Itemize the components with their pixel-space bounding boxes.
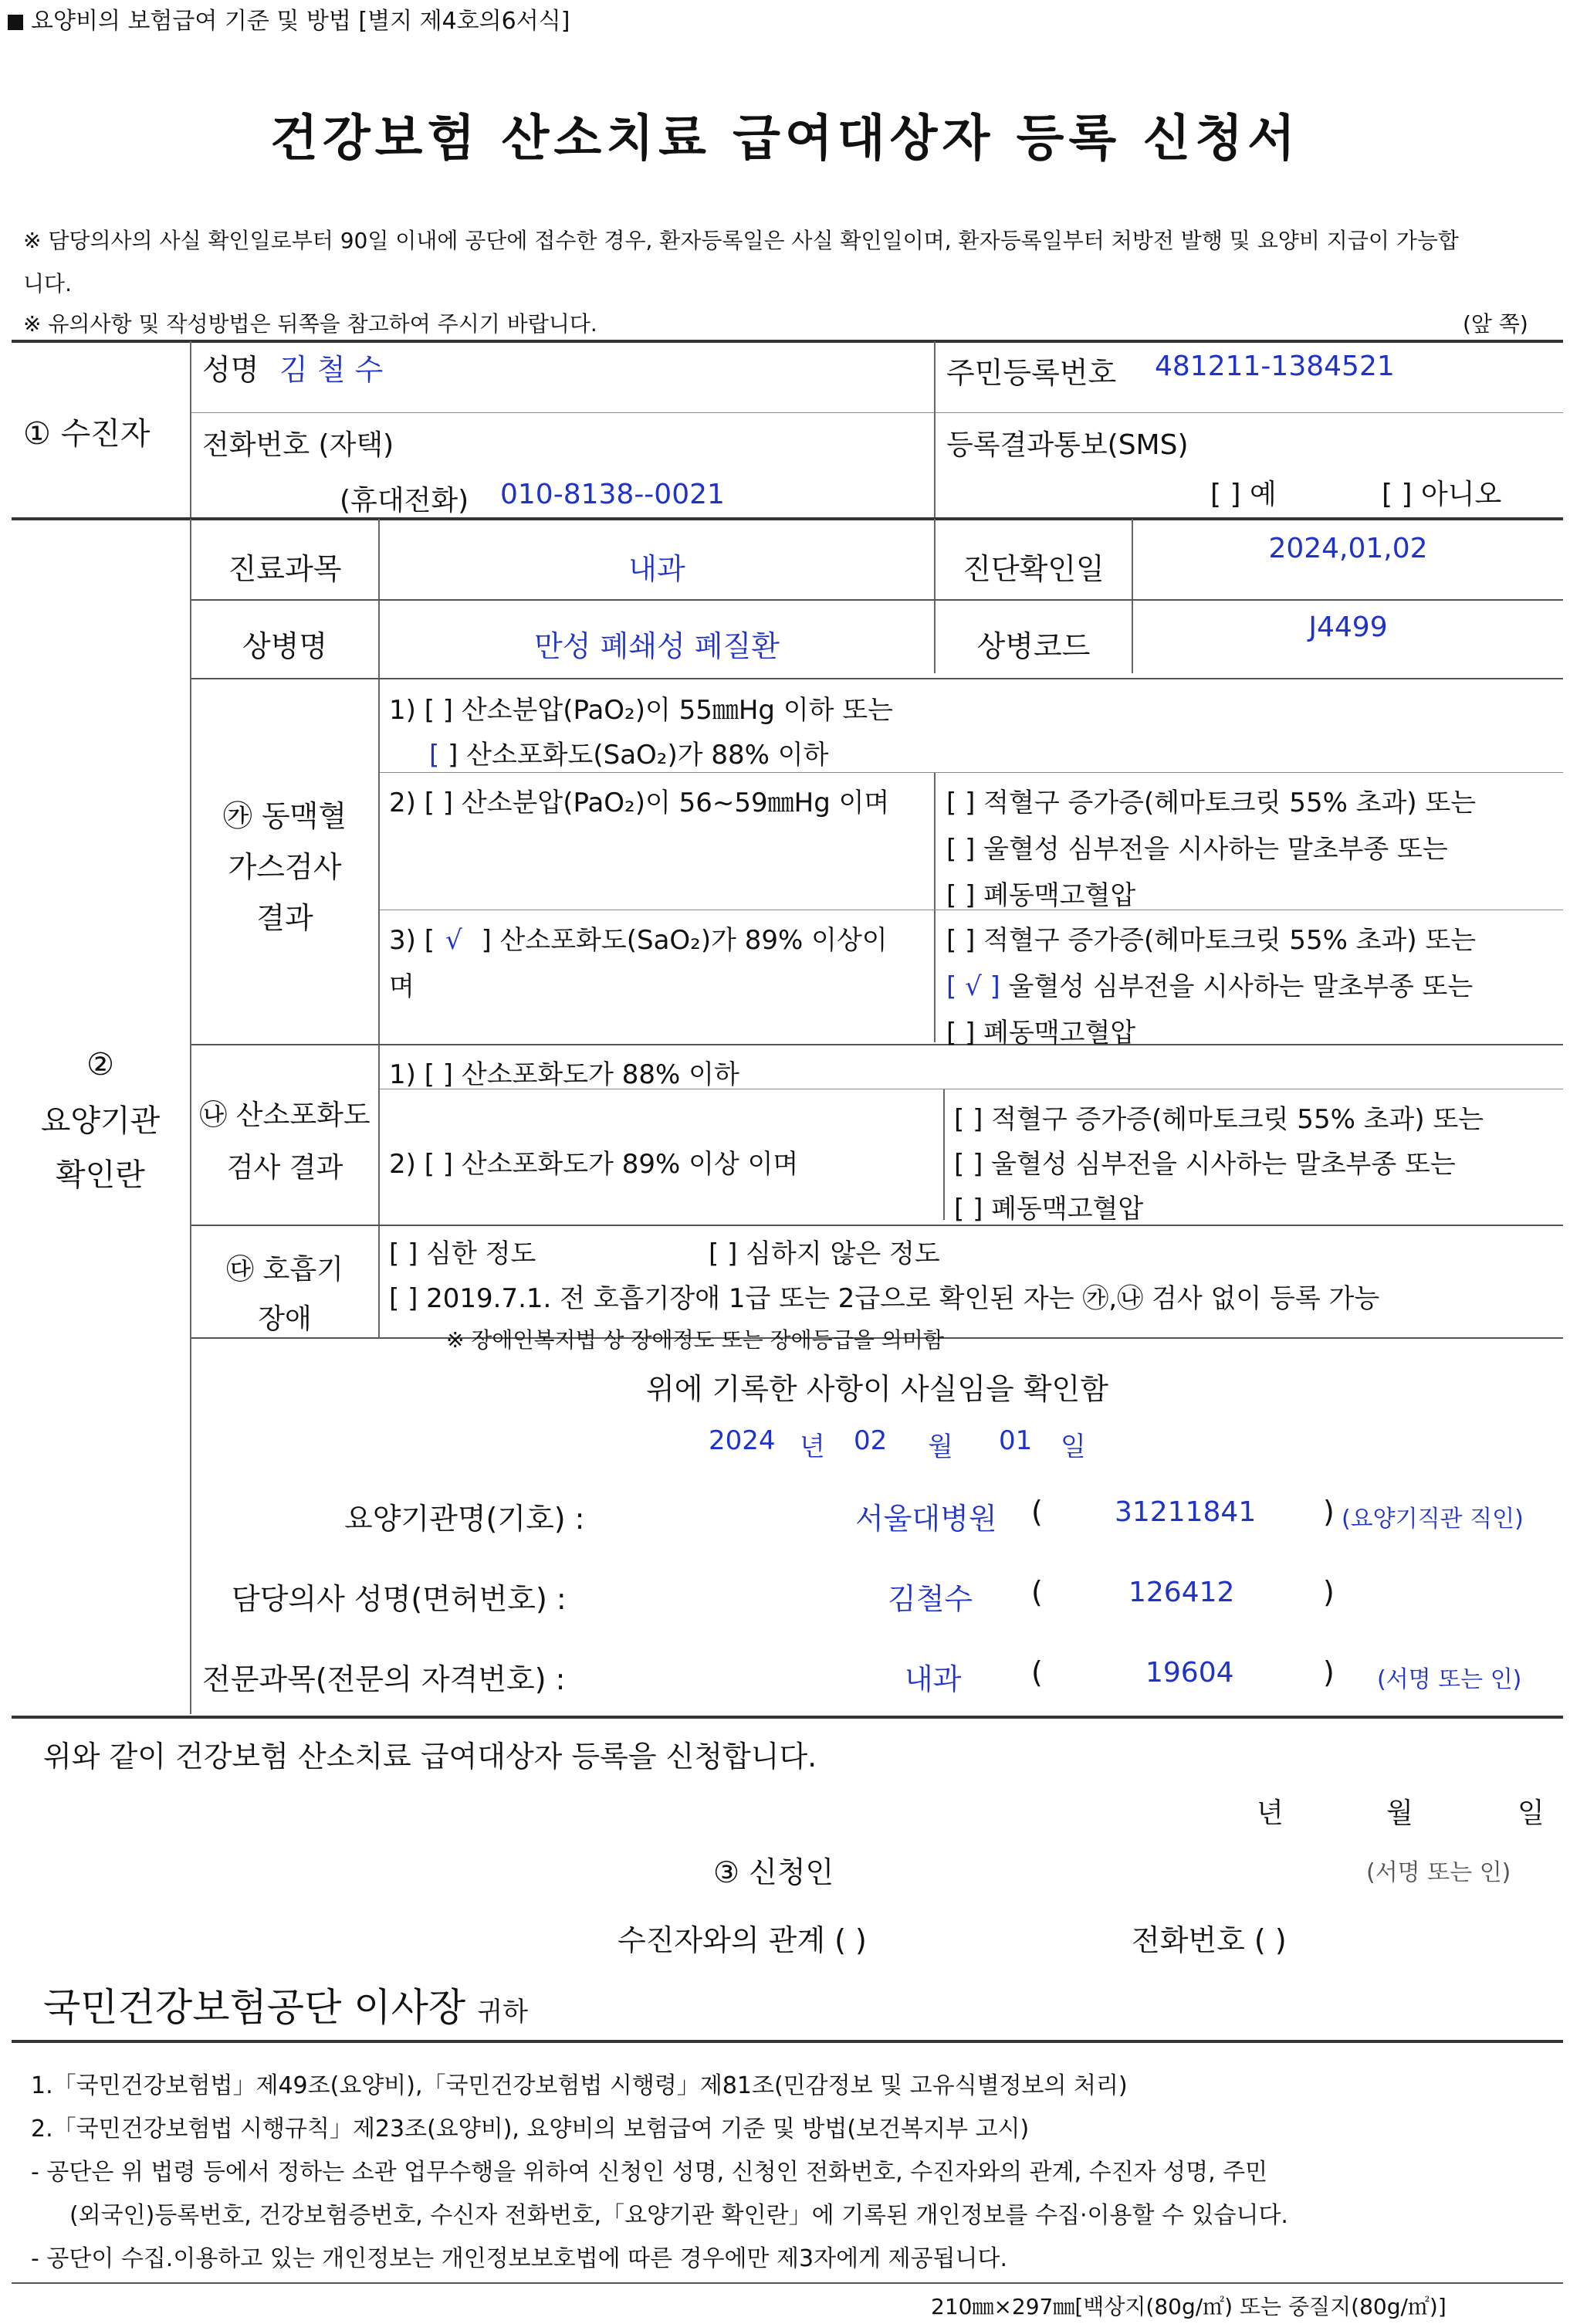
- specialty-value[interactable]: 내과: [905, 1662, 962, 1696]
- dept-value[interactable]: 내과: [628, 552, 685, 586]
- abg-option-2[interactable]: 2) [ ] 산소분압(PaO₂)이 56~59㎜Hg 이며: [389, 788, 890, 818]
- sat-label-l1: ㉯ 산소포화도: [199, 1099, 371, 1131]
- paper-spec: 210㎜×297㎜[백상지(80g/㎡) 또는 중질지(80g/㎡)]: [931, 2294, 1446, 2319]
- section-inst-l2: 확인란: [56, 1157, 145, 1193]
- inst-seal-note: (요양기직관 직인): [1342, 1506, 1524, 1533]
- doctor-name-value[interactable]: 김철수: [888, 1582, 973, 1616]
- abg-option-1b-text: ] 산소포화도(SaO₂)가 88% 이하: [439, 740, 829, 771]
- name-label: 성명: [202, 353, 259, 387]
- abg-3-sub-2[interactable]: [946, 965, 1473, 1003]
- recipient: [43, 1977, 528, 2032]
- recipient-name: 국민건강보험공단 이사장: [43, 1985, 466, 2030]
- section-inst-num: ②: [86, 1047, 114, 1082]
- abg-2-sub-1[interactable]: [ ] 적혈구 증가증(헤마토크릿 55% 초과) 또는: [946, 788, 1477, 818]
- rule-sat-v: [943, 1089, 945, 1220]
- abg-2-sub-2[interactable]: [ ] 울혈성 심부전을 시사하는 말초부종 또는: [946, 834, 1448, 865]
- apply-day-label[interactable]: 일: [1518, 1797, 1545, 1829]
- rrn-label: 주민등록번호: [946, 356, 1117, 390]
- mobile-label: (휴대전화): [340, 485, 469, 517]
- confirm-statement: 위에 기록한 사항이 사실임을 확인함: [646, 1372, 1108, 1406]
- code-value[interactable]: J4499: [1308, 611, 1388, 643]
- resp-note: ※ 장애인복지법 상 장애정도 또는 장애등급을 의미함: [446, 1327, 944, 1353]
- form-reference: [8, 2, 570, 36]
- rule-inst-bottom: [12, 1716, 1563, 1719]
- diag-date-label: 진단확인일: [963, 552, 1105, 586]
- form-reference-text: 요양비의 보험급여 기준 및 방법 [별지 제4호의6서식]: [31, 8, 570, 35]
- sms-no-checkbox[interactable]: [ ] 아니오: [1382, 479, 1502, 510]
- check-mark-icon: [ √ ]: [946, 971, 1000, 1002]
- rule-patient-v2: [934, 341, 936, 517]
- resp-option-severe[interactable]: [ ] 심한 정도: [389, 1238, 536, 1269]
- inst-close-paren: ): [1323, 1495, 1335, 1529]
- note-line-1: ※ 담당의사의 사실 확인일로부터 90일 이내에 공단에 접수한 경우, 환자등록일은 사실 확인일이며, 환자등록일부터 처방전 발행 및 요양비 지급이 가능합: [23, 228, 1459, 253]
- inst-open-paren: (: [1031, 1495, 1043, 1529]
- specialty-close-paren: ): [1323, 1655, 1335, 1689]
- abg-2-sub-3[interactable]: [ ] 폐동맥고혈압: [946, 880, 1136, 911]
- abg-label-l3: 결과: [256, 901, 313, 935]
- applicant-sign-field[interactable]: (서명 또는 인): [1366, 1859, 1511, 1886]
- section-patient: ① 수진자: [23, 416, 151, 452]
- recipient-suffix: 귀하: [477, 1997, 528, 2028]
- note-line-2: ※ 유의사항 및 작성방법은 뒤쪽을 참고하여 주시기 바랍니다.: [23, 311, 597, 337]
- rrn-value[interactable]: 481211-1384521: [1155, 351, 1395, 382]
- disease-label: 상병명: [242, 629, 328, 663]
- confirm-month[interactable]: 02: [854, 1425, 888, 1456]
- rule-patient-bottom: [12, 517, 1563, 520]
- abg-option-1a[interactable]: 1) [ ] 산소분압(PaO₂)이 55㎜Hg 이하 또는: [389, 695, 894, 726]
- rule-patient-v1: [190, 341, 191, 517]
- privacy-note-1-cont: (외국인)등록번호, 건강보험증번호, 수신자 전화번호,「요양기관 확인란」에 기록된 개인정보를 수집·이용할 수 있습니다.: [69, 2202, 1288, 2229]
- legal-basis-1: 1.「국민건강보험법」제49조(요양비),「국민건강보험법 시행령」제81조(민감정보 및 고유식별정보의 처리): [31, 2072, 1128, 2099]
- resp-option-mild[interactable]: [ ] 심하지 않은 정도: [709, 1238, 940, 1269]
- rule-application-bottom: [12, 2040, 1563, 2043]
- inst-code-value[interactable]: 31211841: [1115, 1496, 1257, 1528]
- rule-disease-bottom: [191, 678, 1563, 679]
- doctor-open-paren: (: [1031, 1575, 1043, 1609]
- privacy-note-2: - 공단이 수집.이용하고 있는 개인정보는 개인정보보호법에 따른 경우에만 제3자에게 제공됩니다.: [31, 2245, 1008, 2272]
- doctor-license-value[interactable]: 126412: [1128, 1577, 1235, 1608]
- confirm-month-label: 월: [928, 1431, 953, 1462]
- privacy-note-1: - 공단은 위 법령 등에서 정하는 소관 업무수행을 위하여 신청인 성명, 신청인 전화번호, 수진자와의 관계, 수진자 성명, 주민: [31, 2159, 1268, 2186]
- application-statement: 위와 같이 건강보험 산소치료 급여대상자 등록을 신청합니다.: [43, 1740, 817, 1773]
- abg-option-3-cont: 며: [389, 971, 414, 1002]
- code-label: 상병코드: [976, 629, 1091, 663]
- resp-label-l1: ㉰ 호흡기: [226, 1254, 343, 1286]
- section-inst-l1: 요양기관: [40, 1103, 161, 1139]
- sat-sub-2[interactable]: [ ] 울혈성 심부전을 시사하는 말초부종 또는: [954, 1149, 1456, 1180]
- doctor-close-paren: ): [1323, 1575, 1335, 1609]
- specialty-cert-value[interactable]: 19604: [1145, 1657, 1234, 1689]
- legal-basis-2: 2.「국민건강보험법 시행규칙」제23조(요양비), 요양비의 보험급여 기준 및 방법(보건복지부 고시): [31, 2116, 1030, 2143]
- page-title: 건강보험 산소치료 급여대상자 등록 신청서: [270, 110, 1300, 168]
- abg-label-l1: ㉮ 동맥혈: [222, 799, 347, 833]
- apply-year-label[interactable]: 년: [1257, 1797, 1284, 1829]
- sms-notify-label: 등록결과통보(SMS): [946, 429, 1189, 461]
- resp-label-l2: 장애: [258, 1303, 312, 1335]
- rule-dept-bottom: [191, 599, 1563, 601]
- rule-sat-bottom: [191, 1225, 1563, 1226]
- specialty-open-paren: (: [1031, 1655, 1043, 1689]
- sign-or-seal-note: (서명 또는 인): [1377, 1666, 1522, 1693]
- phone-home-label: 전화번호 (자택): [202, 429, 394, 461]
- inst-name-value[interactable]: 서울대병원: [855, 1502, 997, 1536]
- confirm-day[interactable]: 01: [999, 1425, 1033, 1456]
- abg-option-3[interactable]: [389, 919, 888, 957]
- abg-3-sub-2-text: 울혈성 심부전을 시사하는 말초부종 또는: [1000, 971, 1474, 1002]
- abg-option-1b[interactable]: [429, 733, 828, 771]
- diag-date-value[interactable]: 2024,01,02: [1268, 533, 1428, 564]
- note-line-1-cont: 니다.: [23, 271, 72, 296]
- rule-footer: [12, 2282, 1563, 2284]
- inst-name-label: 요양기관명(기호) :: [344, 1502, 585, 1536]
- applicant-phone-field[interactable]: 전화번호 ( ): [1132, 1923, 1287, 1957]
- sat-sub-1[interactable]: [ ] 적혈구 증가증(헤마토크릿 55% 초과) 또는: [954, 1104, 1484, 1135]
- relation-field[interactable]: 수진자와의 관계 ( ): [618, 1923, 867, 1957]
- confirm-day-label: 일: [1061, 1431, 1086, 1462]
- specialty-label: 전문과목(전문의 자격번호) :: [202, 1662, 566, 1696]
- applicant-label: ③ 신청인: [713, 1855, 834, 1889]
- resp-option-2019[interactable]: [ ] 2019.7.1. 전 호흡기장애 1급 또는 2급으로 확인된 자는 ㉮,㉯ 검사 없이 등록 가능: [389, 1283, 1380, 1314]
- abg-3-sub-1[interactable]: [ ] 적혈구 증가증(헤마토크릿 55% 초과) 또는: [946, 925, 1477, 956]
- doctor-label: 담당의사 성명(면허번호) :: [232, 1582, 567, 1616]
- rule-top: [12, 340, 1563, 343]
- confirm-year[interactable]: 2024: [709, 1425, 776, 1456]
- sms-yes-checkbox[interactable]: [ ] 예: [1210, 479, 1277, 510]
- name-value[interactable]: 김 철 수: [279, 353, 384, 387]
- abg-option-3-text: ] 산소포화도(SaO₂)가 89% 이상이: [472, 925, 888, 956]
- sat-option-1[interactable]: 1) [ ] 산소포화도가 88% 이하: [389, 1059, 739, 1090]
- rule-abg-1: [380, 772, 1563, 773]
- page-side-label: (앞 쪽): [1463, 311, 1528, 337]
- sat-sub-3[interactable]: [ ] 폐동맥고혈압: [954, 1194, 1144, 1225]
- abg-option-1b-bracket: [: [429, 740, 440, 771]
- abg-option-3-bracket: 3) [: [389, 925, 435, 956]
- disease-value[interactable]: 만성 폐쇄성 폐질환: [534, 629, 780, 663]
- sat-option-2[interactable]: 2) [ ] 산소포화도가 89% 이상 이며: [389, 1149, 799, 1180]
- rule-abg-bottom: [191, 1044, 1563, 1045]
- rule-abg-v: [934, 772, 936, 1042]
- abg-label-l2: 가스검사: [228, 850, 342, 884]
- abg-3-sub-3[interactable]: [ ] 폐동맥고혈압: [946, 1018, 1136, 1049]
- mobile-value[interactable]: 010-8138--0021: [500, 479, 725, 510]
- dept-label: 진료과목: [228, 552, 342, 586]
- rule-patient-mid: [191, 412, 1563, 413]
- apply-month-label[interactable]: 월: [1386, 1797, 1413, 1829]
- check-mark-icon: √: [445, 925, 462, 956]
- square-bullet-icon: [8, 15, 23, 30]
- confirm-year-label: 년: [800, 1431, 825, 1462]
- sat-label-l2: 검사 결과: [226, 1152, 343, 1184]
